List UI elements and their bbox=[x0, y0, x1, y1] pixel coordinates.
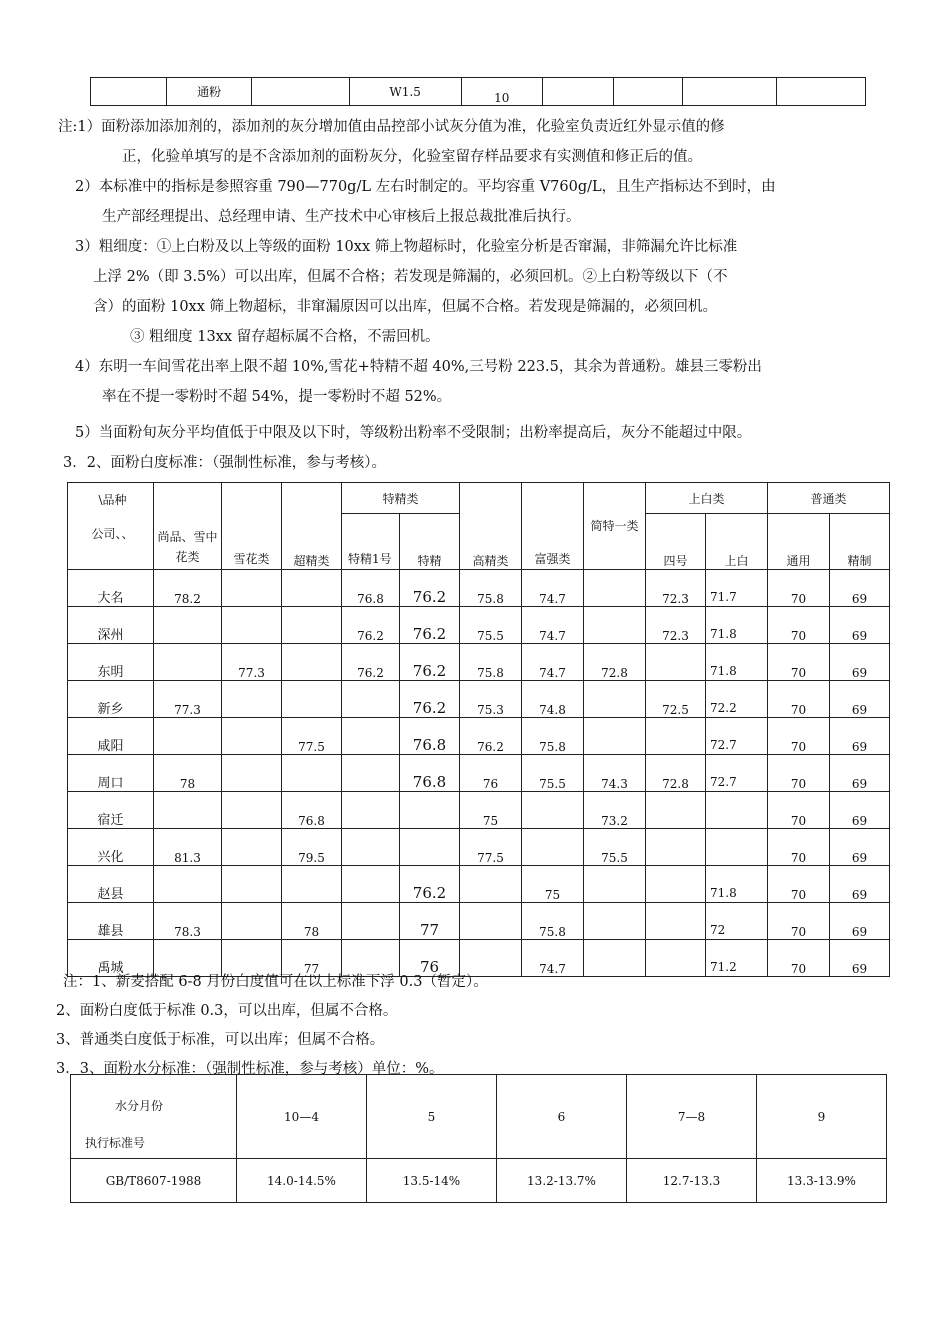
table-cell bbox=[613, 78, 682, 106]
month-header: 6 bbox=[497, 1075, 627, 1159]
whiteness-value bbox=[282, 570, 342, 607]
corner-company-label: 公司、、 bbox=[91, 527, 134, 541]
header-sihao: 四号 bbox=[646, 514, 706, 570]
table-row bbox=[68, 903, 890, 940]
company-name: 东明 bbox=[68, 644, 154, 681]
whiteness-value: 76.8 bbox=[400, 755, 460, 792]
note-line: 2）本标准中的指标是参照容重 790—770g/L 左右时制定的。平均容重 V760g/L，且生产指标达不到时，由 bbox=[75, 179, 776, 195]
whiteness-value: 71.8 bbox=[706, 644, 768, 681]
whiteness-value: 75.3 bbox=[460, 681, 522, 718]
moisture-value: 13.3-13.9% bbox=[757, 1159, 887, 1203]
whiteness-value: 72.3 bbox=[646, 607, 706, 644]
header-fuqiang: 富强类 bbox=[522, 483, 584, 570]
month-header: 5 bbox=[367, 1075, 497, 1159]
whiteness-value: 79.5 bbox=[282, 829, 342, 866]
whiteness-value bbox=[222, 792, 282, 829]
note-line: 4）东明一车间雪花出率上限不超 10%,雪花+特精不超 40%,三号粉 223.5，其余为普通粉。雄县三零粉出 bbox=[75, 359, 762, 375]
whiteness-value bbox=[646, 792, 706, 829]
whiteness-value bbox=[706, 792, 768, 829]
whiteness-value: 75.5 bbox=[584, 829, 646, 866]
table-row bbox=[68, 755, 890, 792]
whiteness-value: 76 bbox=[400, 940, 460, 977]
header-putong-group: 普通类 bbox=[768, 483, 890, 514]
company-name: 大名 bbox=[68, 570, 154, 607]
whiteness-value: 76.2 bbox=[342, 644, 400, 681]
whiteness-value: 72.2 bbox=[706, 681, 768, 718]
whiteness-value bbox=[584, 903, 646, 940]
whiteness-value: 75 bbox=[522, 866, 584, 903]
whiteness-value: 76.2 bbox=[400, 570, 460, 607]
whiteness-value: 70 bbox=[768, 940, 830, 977]
company-name: 兴化 bbox=[68, 829, 154, 866]
whiteness-value: 69 bbox=[830, 903, 890, 940]
whiteness-value: 72 bbox=[706, 903, 768, 940]
corner-standard-label: 执行标准号 bbox=[85, 1136, 146, 1150]
whiteness-value bbox=[222, 866, 282, 903]
whiteness-value: 70 bbox=[768, 755, 830, 792]
table-row bbox=[68, 718, 890, 755]
whiteness-value bbox=[646, 903, 706, 940]
notes-section-2 bbox=[0, 968, 950, 1084]
whiteness-value bbox=[282, 681, 342, 718]
note-line: 注：1、新麦搭配 6-8 月份白度值可在以上标准下浮 0.3（暂定）。 bbox=[63, 974, 488, 990]
table-row bbox=[68, 792, 890, 829]
whiteness-value: 69 bbox=[830, 718, 890, 755]
header-shangbai: 上白 bbox=[706, 514, 768, 570]
whiteness-value bbox=[222, 829, 282, 866]
whiteness-value: 74.7 bbox=[522, 940, 584, 977]
company-name: 雄县 bbox=[68, 903, 154, 940]
whiteness-value: 69 bbox=[830, 940, 890, 977]
whiteness-value: 76.2 bbox=[400, 644, 460, 681]
whiteness-value bbox=[646, 644, 706, 681]
whiteness-value bbox=[154, 718, 222, 755]
whiteness-value bbox=[222, 681, 282, 718]
table-cell bbox=[777, 78, 866, 106]
company-name: 周口 bbox=[68, 755, 154, 792]
whiteness-value: 69 bbox=[830, 792, 890, 829]
note-line: 3）粗细度：①上白粉及以上等级的面粉 10xx 筛上物超标时，化验室分析是否窜漏，非筛漏允许比标准 bbox=[75, 239, 738, 255]
whiteness-value: 76.2 bbox=[400, 607, 460, 644]
whiteness-value bbox=[342, 755, 400, 792]
whiteness-value: 76.8 bbox=[282, 792, 342, 829]
moisture-standard-table bbox=[70, 1074, 887, 1203]
header-tejing1: 特精1号 bbox=[342, 514, 400, 570]
whiteness-value bbox=[646, 866, 706, 903]
header-jingzhi: 精制 bbox=[830, 514, 890, 570]
whiteness-value: 78.2 bbox=[154, 570, 222, 607]
whiteness-value bbox=[282, 644, 342, 681]
whiteness-value: 69 bbox=[830, 681, 890, 718]
note-line: 3、普通类白度低于标准，可以出库；但属不合格。 bbox=[56, 1032, 385, 1048]
whiteness-value: 70 bbox=[768, 570, 830, 607]
whiteness-value: 72.8 bbox=[584, 644, 646, 681]
whiteness-value: 76.2 bbox=[342, 607, 400, 644]
moisture-value: 12.7-13.3 bbox=[627, 1159, 757, 1203]
company-name: 咸阳 bbox=[68, 718, 154, 755]
whiteness-value bbox=[342, 903, 400, 940]
whiteness-value: 75 bbox=[460, 792, 522, 829]
whiteness-value: 69 bbox=[830, 829, 890, 866]
table-row bbox=[71, 1159, 887, 1203]
company-name: 赵县 bbox=[68, 866, 154, 903]
whiteness-value: 76.2 bbox=[400, 866, 460, 903]
whiteness-value: 77.5 bbox=[282, 718, 342, 755]
header-shangpin: 尚品、雪中花类 bbox=[154, 483, 222, 570]
whiteness-value: 78.3 bbox=[154, 903, 222, 940]
whiteness-value: 70 bbox=[768, 644, 830, 681]
header-tongyong: 通用 bbox=[768, 514, 830, 570]
whiteness-value: 70 bbox=[768, 903, 830, 940]
table-cell bbox=[91, 78, 167, 106]
table-cell bbox=[542, 78, 613, 106]
note-line: ③ 粗细度 13xx 留存超标属不合格，不需回机。 bbox=[130, 329, 440, 345]
whiteness-value bbox=[646, 718, 706, 755]
whiteness-table-body bbox=[68, 570, 890, 977]
table-row bbox=[68, 607, 890, 644]
table-cell bbox=[682, 78, 776, 106]
whiteness-value: 70 bbox=[768, 866, 830, 903]
moisture-value: 13.5-14% bbox=[367, 1159, 497, 1203]
whiteness-value bbox=[154, 792, 222, 829]
whiteness-value: 75.5 bbox=[522, 755, 584, 792]
whiteness-value: 74.3 bbox=[584, 755, 646, 792]
note-line: 注:1）面粉添加添加剂的，添加剂的灰分增加值由品控部小试灰分值为准，化验室负责近红外显示值的修 bbox=[58, 119, 725, 135]
table-cell bbox=[251, 78, 349, 106]
header-tejing-group: 特精类 bbox=[342, 483, 460, 514]
whiteness-value bbox=[282, 755, 342, 792]
note-line: 正，化验单填写的是不含添加剂的面粉灰分，化验室留存样品要求有实测值和修正后的值。 bbox=[122, 149, 702, 165]
company-name: 深州 bbox=[68, 607, 154, 644]
whiteness-value bbox=[584, 866, 646, 903]
whiteness-value: 76.8 bbox=[400, 718, 460, 755]
whiteness-value: 77.3 bbox=[154, 681, 222, 718]
whiteness-value: 71.2 bbox=[706, 940, 768, 977]
whiteness-value: 69 bbox=[830, 866, 890, 903]
table-row bbox=[68, 829, 890, 866]
corner-header bbox=[68, 483, 154, 570]
whiteness-value: 70 bbox=[768, 792, 830, 829]
whiteness-value: 73.2 bbox=[584, 792, 646, 829]
whiteness-value bbox=[282, 866, 342, 903]
whiteness-value bbox=[342, 866, 400, 903]
flour-ash-table-fragment bbox=[90, 77, 866, 106]
whiteness-value: 72.7 bbox=[706, 718, 768, 755]
whiteness-value: 81.3 bbox=[154, 829, 222, 866]
table-row bbox=[68, 644, 890, 681]
header-chaojing: 超精类 bbox=[282, 483, 342, 570]
note-line: 上浮 2%（即 3.5%）可以出库，但属不合格；若发现是筛漏的，必须回机。②上白粉等级以下（不 bbox=[93, 269, 728, 285]
note-line: 5）当面粉旬灰分平均值低于中限及以下时，等级粉出粉率不受限制；出粉率提高后，灰分不能超过中限。 bbox=[75, 425, 752, 441]
whiteness-value: 70 bbox=[768, 829, 830, 866]
whiteness-value: 71.8 bbox=[706, 607, 768, 644]
table-header-row bbox=[71, 1075, 887, 1159]
whiteness-value bbox=[222, 718, 282, 755]
table-header-row bbox=[68, 483, 890, 514]
whiteness-value: 77 bbox=[282, 940, 342, 977]
whiteness-value bbox=[584, 607, 646, 644]
whiteness-value: 76.2 bbox=[460, 718, 522, 755]
whiteness-value bbox=[222, 755, 282, 792]
whiteness-value: 74.7 bbox=[522, 607, 584, 644]
whiteness-value bbox=[400, 829, 460, 866]
whiteness-value: 70 bbox=[768, 607, 830, 644]
header-jiante: 简特一类 bbox=[584, 483, 646, 570]
corner-variety-label: \品种 bbox=[98, 493, 127, 507]
header-xuehua: 雪花类 bbox=[222, 483, 282, 570]
whiteness-value bbox=[342, 718, 400, 755]
whiteness-value: 74.8 bbox=[522, 681, 584, 718]
whiteness-value: 72.5 bbox=[646, 681, 706, 718]
whiteness-value bbox=[342, 829, 400, 866]
table-row bbox=[91, 78, 866, 106]
note-line: 生产部经理提出、总经理申请、生产技术中心审核后上报总裁批准后执行。 bbox=[102, 209, 581, 225]
whiteness-value: 75.8 bbox=[522, 903, 584, 940]
whiteness-value bbox=[522, 792, 584, 829]
month-header: 10—4 bbox=[237, 1075, 367, 1159]
header-tejing: 特精 bbox=[400, 514, 460, 570]
table-cell: 通粉 bbox=[167, 78, 252, 106]
whiteness-value bbox=[460, 866, 522, 903]
whiteness-value: 75.8 bbox=[460, 644, 522, 681]
header-shangbai-group: 上白类 bbox=[646, 483, 768, 514]
whiteness-value: 72.3 bbox=[646, 570, 706, 607]
whiteness-value bbox=[222, 607, 282, 644]
whiteness-value: 69 bbox=[830, 644, 890, 681]
table-row bbox=[68, 681, 890, 718]
whiteness-value bbox=[584, 570, 646, 607]
section-heading: 3．2、面粉白度标准：（强制性标准，参与考核）。 bbox=[63, 455, 386, 471]
whiteness-value bbox=[400, 792, 460, 829]
whiteness-value: 76.8 bbox=[342, 570, 400, 607]
whiteness-value: 69 bbox=[830, 607, 890, 644]
corner-month-label: 水分月份 bbox=[115, 1099, 164, 1113]
whiteness-value bbox=[282, 607, 342, 644]
whiteness-value bbox=[706, 829, 768, 866]
whiteness-value bbox=[222, 570, 282, 607]
whiteness-value: 75.8 bbox=[522, 718, 584, 755]
whiteness-value: 75.8 bbox=[460, 570, 522, 607]
table-row bbox=[68, 570, 890, 607]
note-line: 含）的面粉 10xx 筛上物超标，非窜漏原因可以出库，但属不合格。若发现是筛漏的，必须回机。 bbox=[93, 299, 718, 315]
notes-section-1 bbox=[0, 112, 950, 478]
corner-header bbox=[71, 1075, 237, 1159]
whiteness-value: 70 bbox=[768, 718, 830, 755]
section-heading: 3．3、面粉水分标准：（强制性标准，参与考核）单位：%。 bbox=[56, 1061, 444, 1077]
whiteness-value: 72.7 bbox=[706, 755, 768, 792]
moisture-value: 13.2-13.7% bbox=[497, 1159, 627, 1203]
whiteness-value: 75.5 bbox=[460, 607, 522, 644]
whiteness-value: 76 bbox=[460, 755, 522, 792]
moisture-value: 14.0-14.5% bbox=[237, 1159, 367, 1203]
whiteness-value: 78 bbox=[154, 755, 222, 792]
whiteness-value: 69 bbox=[830, 755, 890, 792]
whiteness-value bbox=[154, 866, 222, 903]
company-name: 禹城 bbox=[68, 940, 154, 977]
whiteness-value bbox=[342, 681, 400, 718]
header-gaojing: 高精类 bbox=[460, 483, 522, 570]
whiteness-value: 71.8 bbox=[706, 866, 768, 903]
whiteness-value: 69 bbox=[830, 570, 890, 607]
whiteness-standard-table bbox=[67, 482, 890, 977]
whiteness-value bbox=[342, 792, 400, 829]
whiteness-value: 77.3 bbox=[222, 644, 282, 681]
whiteness-value bbox=[460, 903, 522, 940]
company-name: 宿迁 bbox=[68, 792, 154, 829]
whiteness-value bbox=[154, 607, 222, 644]
table-row bbox=[68, 866, 890, 903]
whiteness-value: 77 bbox=[400, 903, 460, 940]
whiteness-value: 76.2 bbox=[400, 681, 460, 718]
standard-number: GB/T8607-1988 bbox=[71, 1159, 237, 1203]
month-header: 9 bbox=[757, 1075, 887, 1159]
table-cell: W1.5 bbox=[349, 78, 461, 106]
whiteness-value bbox=[646, 829, 706, 866]
whiteness-value: 71.7 bbox=[706, 570, 768, 607]
note-line: 2、面粉白度低于标准 0.3，可以出库，但属不合格。 bbox=[56, 1003, 398, 1019]
whiteness-value: 72.8 bbox=[646, 755, 706, 792]
whiteness-value bbox=[584, 718, 646, 755]
month-header: 7—8 bbox=[627, 1075, 757, 1159]
table-cell: 10 bbox=[461, 78, 542, 106]
note-line: 率在不提一零粉时不超 54%，提一零粉时不超 52%。 bbox=[102, 389, 452, 405]
whiteness-value: 78 bbox=[282, 903, 342, 940]
whiteness-value bbox=[154, 644, 222, 681]
company-name: 新乡 bbox=[68, 681, 154, 718]
whiteness-value: 77.5 bbox=[460, 829, 522, 866]
whiteness-value bbox=[522, 829, 584, 866]
whiteness-value bbox=[584, 681, 646, 718]
whiteness-value: 70 bbox=[768, 681, 830, 718]
whiteness-value bbox=[222, 903, 282, 940]
whiteness-value: 74.7 bbox=[522, 644, 584, 681]
whiteness-value: 74.7 bbox=[522, 570, 584, 607]
